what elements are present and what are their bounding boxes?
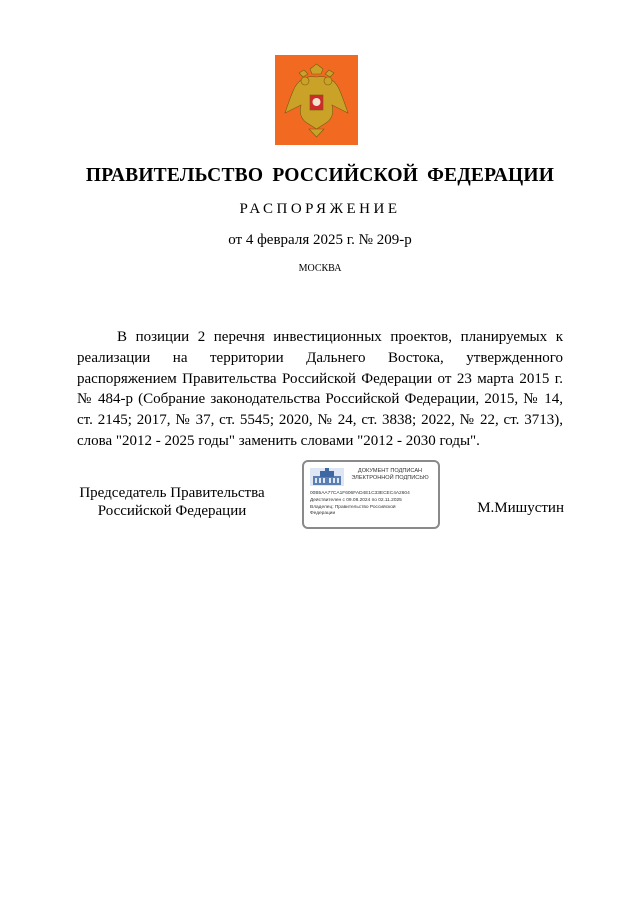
order-paragraph: В позиции 2 перечня инвестиционных проектов, планируемых к реализации на территории Дальнего Востока, утвержденного распоряжением Правительства Российской Федерации от 23 марта 2015 г. № 484-р (Собрание законодательства Российской Федерации, 2015, № 14, ст. 2145; 2017, № 37, ст. 5545; 2020, № 24, ст. 3838; 2022, № 22, ст. 3713), слова "2012 - 2025 годы" заменить словами "2012 - 2030 годы".	[77, 329, 563, 449]
signatory-position	[77, 484, 267, 520]
double-headed-eagle-icon	[275, 55, 358, 145]
stamp-title-line1: ДОКУМЕНТ ПОДПИСАН	[357, 468, 423, 474]
government-title: ПРАВИТЕЛЬСТВО РОССИЙСКОЙ ФЕДЕРАЦИИ	[85, 165, 555, 186]
government-building-icon	[310, 468, 344, 486]
document-date-number: от 4 февраля 2025 г. № 209-р	[228, 232, 412, 248]
signatory-position-line2: Российской Федерации	[97, 503, 247, 519]
stamp-owner-line2: Федерации	[310, 511, 336, 516]
coat-of-arms-emblem	[275, 55, 358, 145]
document-city: МОСКВА	[298, 263, 342, 274]
electronic-signature-stamp	[302, 460, 440, 529]
stamp-title-line2: ЭЛЕКТРОННОЙ ПОДПИСЬЮ	[351, 475, 429, 481]
document-type: РАСПОРЯЖЕНИЕ	[239, 201, 401, 217]
stamp-certificate: 00B5AA77CA1F606FAD4E1C33ECEC4A2604	[310, 491, 410, 496]
signatory-position-line1: Председатель Правительства	[79, 485, 265, 501]
stamp-validity: Действителен с 09.08.2024 по 02.11.2025	[310, 498, 402, 503]
stamp-owner-line1: Владелец: Правительство Российской	[310, 505, 396, 510]
stamp-title	[344, 468, 436, 482]
signatory-name: М.Мишустин	[477, 500, 564, 516]
